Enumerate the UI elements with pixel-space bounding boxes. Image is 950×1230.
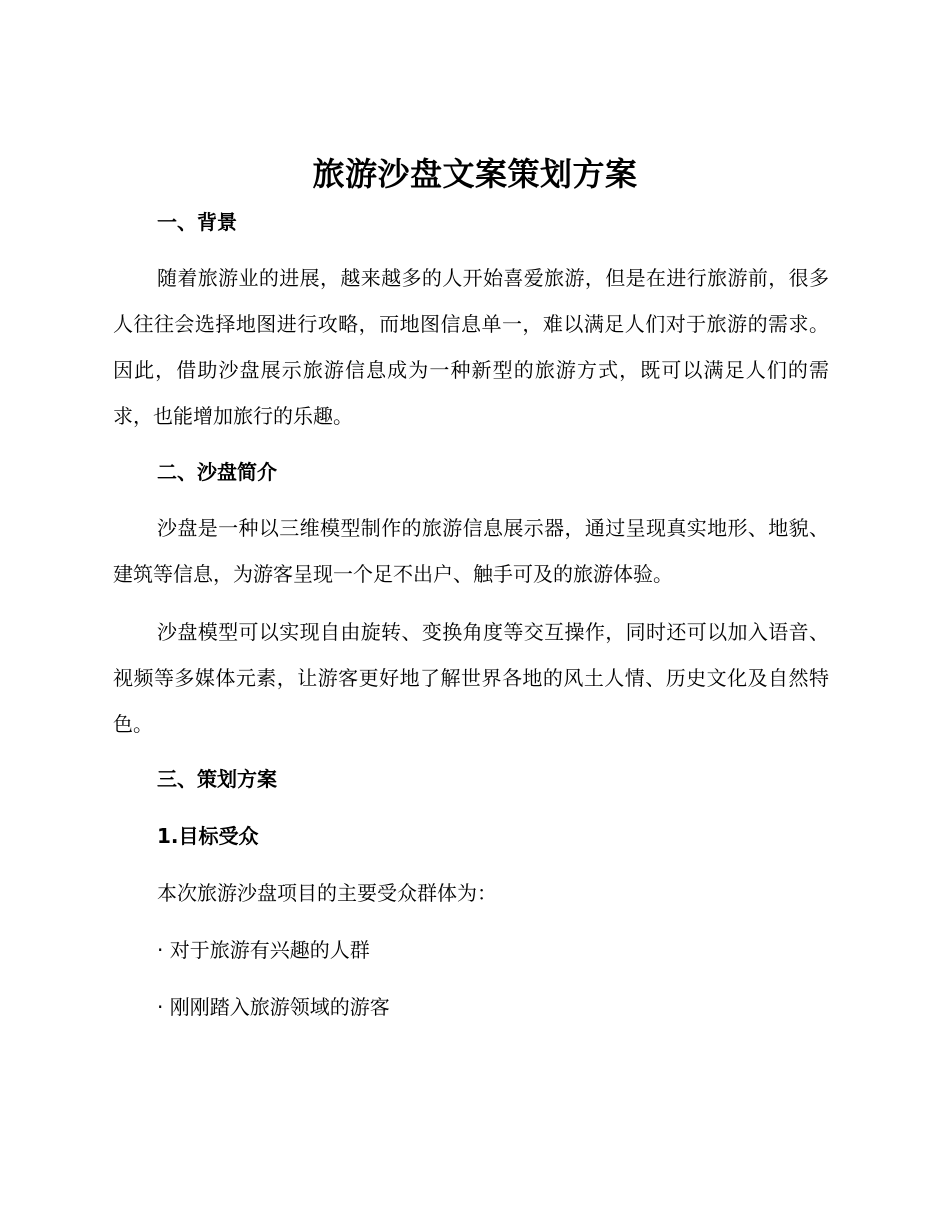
section-heading-intro: 二、沙盘简介 [157, 460, 277, 484]
section-heading-background: 一、背景 [157, 210, 237, 234]
document-title: 旅游沙盘文案策划方案 [312, 155, 638, 193]
intro-paragraph-1: 沙盘是一种以三维模型制作的旅游信息展示器，通过呈现真实地形、地貌、建筑等信息，为游客呈现一个足不出户、触手可及的旅游体验。 [113, 516, 829, 586]
subheading-target-audience: 1.目标受众 [157, 824, 259, 848]
section-heading-plan: 三、策划方案 [157, 767, 277, 791]
audience-bullet-item: · 对于旅游有兴趣的人群 [157, 938, 370, 962]
audience-lead-text: 本次旅游沙盘项目的主要受众群体为： [157, 881, 497, 905]
background-paragraph: 随着旅游业的进展，越来越多的人开始喜爱旅游，但是在进行旅游前，很多人往往会选择地图进行攻略，而地图信息单一，难以满足人们对于旅游的需求。因此，借助沙盘展示旅游信息成为一种新型的旅游方式，既可以满足人们的需求，也能增加旅行的乐趣。 [113, 266, 829, 428]
intro-paragraph-2: 沙盘模型可以实现自由旋转、变换角度等交互操作，同时还可以加入语音、视频等多媒体元素，让游客更好地了解世界各地的风土人情、历史文化及自然特色。 [113, 620, 829, 736]
audience-bullet-item: · 刚刚踏入旅游领域的游客 [157, 995, 390, 1019]
